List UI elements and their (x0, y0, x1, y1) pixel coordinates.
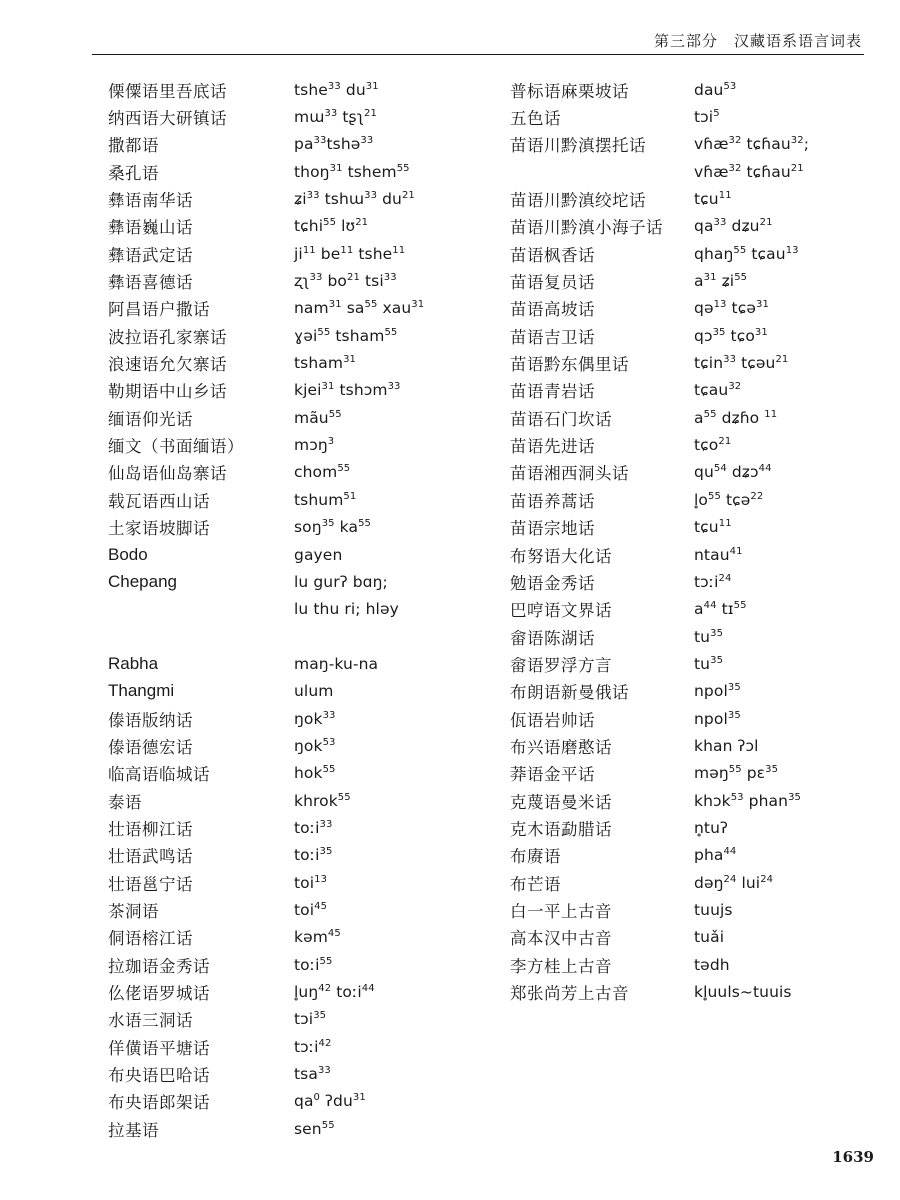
word-form: toːi$^{35}$ (294, 846, 333, 865)
entry-row (510, 240, 809, 267)
entry-row (108, 1033, 424, 1060)
word-form: ʑi$^{33}$ tshɯ$^{33}$ $du^{21}$ (294, 190, 415, 209)
word-form: ulum (294, 682, 334, 701)
entry-row (108, 185, 424, 212)
word-form: tɔːi$^{24}$ (694, 572, 732, 591)
word-form: tɕu$^{11}$ (694, 518, 732, 537)
entry-row (510, 568, 809, 595)
language-name: 桑孔语 (108, 163, 159, 183)
language-name: 壮语武鸣话 (108, 847, 193, 867)
entry-row (510, 541, 809, 568)
entry-row (510, 650, 809, 677)
word-form: chom$^{55}$ (294, 463, 351, 482)
language-name: 勉语金秀话 (510, 573, 595, 593)
language-name: 苗语川黔滇小海子话 (510, 218, 663, 238)
entry-row (510, 787, 809, 814)
language-name: 郑张尚芳上古音 (510, 984, 629, 1004)
entry-row (108, 732, 424, 759)
word-form: npol$^{35}$ (694, 709, 741, 728)
word-form: lu thu ri; hləy (294, 600, 399, 619)
entry-row (510, 814, 809, 841)
language-name: 布赓语 (510, 847, 561, 867)
entry-row (108, 103, 424, 130)
language-name: 李方桂上古音 (510, 956, 612, 976)
language-name: 莽语金平话 (510, 765, 595, 785)
language-name: 布兴语磨憨话 (510, 737, 612, 757)
entry-row (510, 760, 809, 787)
word-form: qə$^{13}$ tɕə$^{31}$ (694, 299, 769, 318)
language-name: 撒都语 (108, 136, 159, 156)
word-form: tɕu$^{11}$ (694, 190, 732, 209)
entry-row (108, 459, 424, 486)
language-name: 苗语川黔滇绞坨话 (510, 191, 646, 211)
language-name: 克木语勐腊话 (510, 819, 612, 839)
word-form: toi$^{45}$ (294, 900, 328, 919)
entry-row (510, 158, 809, 185)
entry-row (510, 431, 809, 458)
word-form: khrok$^{55}$ (294, 791, 351, 810)
entry-row (108, 568, 424, 595)
word-form: khɔk$^{53}$ phan$^{35}$ (694, 791, 801, 810)
entry-row (108, 295, 424, 322)
word-form: maŋ-ku-na (294, 654, 379, 673)
language-name: 布央语郎架话 (108, 1093, 210, 1113)
language-name: 苗语复员话 (510, 273, 595, 293)
word-form: mɯ$^{33}$ tʂʅ$^{21}$ (294, 108, 377, 127)
entry-row (108, 650, 424, 677)
entry-row (108, 869, 424, 896)
word-form: tɔi$^5$ (694, 108, 720, 127)
entry-row (108, 1006, 424, 1033)
entry-row (510, 978, 809, 1005)
entry-row (510, 213, 809, 240)
word-form: lu gurʔ bɑŋ; (294, 572, 388, 591)
word-form: $a^{31}$ ʑi$^{55}$ (694, 272, 748, 291)
entry-row (510, 349, 809, 376)
word-form: dəŋ$^{24}$ lui$^{24}$ (694, 873, 774, 892)
word-form: ŋok$^{53}$ (294, 736, 336, 755)
language-name: 缅文（书面缅语） (108, 437, 244, 457)
entry-row (108, 131, 424, 158)
word-form: vɦæ$^{32}$ tɕɦau$^{32}$; (694, 135, 810, 154)
language-name: 阿昌语户撒话 (108, 300, 210, 320)
word-form: $qa^{33}$ dʑu$^{21}$ (694, 217, 773, 236)
language-name: 五色话 (510, 109, 561, 129)
word-form: tshum$^{51}$ (294, 490, 357, 509)
language-name: 浪速语允欠寨话 (108, 355, 227, 375)
entry-row (108, 486, 424, 513)
word-form: pha$^{44}$ (694, 846, 737, 865)
word-form: soŋ$^{35}$ $ka^{55}$ (294, 518, 371, 537)
word-form: nam$^{31}$ $sa^{55}$ xau$^{31}$ (294, 299, 425, 318)
entry-row (510, 623, 809, 650)
entry-row (510, 377, 809, 404)
entry-row (510, 514, 809, 541)
entry-row (108, 1088, 424, 1115)
word-form: thoŋ$^{31}$ tshem$^{55}$ (294, 162, 410, 181)
entry-row (510, 486, 809, 513)
page-number: 1639 (832, 1148, 874, 1166)
word-form: tuujs (694, 900, 733, 919)
language-name: 苗语湘西洞头话 (510, 464, 629, 484)
entry-row (108, 842, 424, 869)
language-name: 白一平上古音 (510, 901, 612, 921)
word-form: toːi$^{55}$ (294, 955, 333, 974)
entry-row (108, 514, 424, 541)
word-form: tɔi$^{35}$ (294, 1010, 327, 1029)
language-name: 缅语仰光话 (108, 409, 193, 429)
entry-row (108, 787, 424, 814)
entry-row (108, 158, 424, 185)
language-name: 布芒语 (510, 874, 561, 894)
language-name: 拉珈语金秀话 (108, 956, 210, 976)
language-name: 克蔑语曼米话 (510, 792, 612, 812)
language-name: 苗语黔东偶里话 (510, 355, 629, 375)
entry-row (510, 596, 809, 623)
word-form: $l̥o^{55}$ tɕə$^{22}$ (694, 490, 764, 509)
header-rule (92, 54, 864, 55)
entry-row (108, 951, 424, 978)
entry-row (108, 349, 424, 376)
language-name: 普标语麻栗坡话 (510, 81, 629, 101)
entry-row (510, 459, 809, 486)
language-name: 水语三洞话 (108, 1011, 193, 1031)
word-form: mɔŋ$^3$ (294, 436, 335, 455)
word-form: $a^{55}$ dʑɦo $^{11}$ (694, 408, 778, 427)
entry-row (510, 404, 809, 431)
language-name: 临高语临城话 (108, 765, 210, 785)
word-form: tsa$^{33}$ (294, 1065, 331, 1084)
language-name: 纳西语大研镇话 (108, 109, 227, 129)
language-name: 仙岛语仙岛寨话 (108, 464, 227, 484)
word-form: məŋ$^{55}$ pɛ$^{35}$ (694, 764, 779, 783)
language-name: 苗语先进话 (510, 437, 595, 457)
entry-row (510, 103, 809, 130)
word-form: tɕhi$^{55}$ lʊ$^{21}$ (294, 217, 369, 236)
entry-row (108, 267, 424, 294)
entry-row (510, 322, 809, 349)
word-form: tədh (694, 955, 730, 974)
language-name: 勒期语中山乡话 (108, 382, 227, 402)
language-name: 拉基语 (108, 1120, 159, 1140)
language-name: 布努语大化话 (510, 546, 612, 566)
entry-row (108, 760, 424, 787)
language-name: 苗语青岩话 (510, 382, 595, 402)
language-name: 苗语石门坎话 (510, 409, 612, 429)
language-name: 土家语坡脚话 (108, 519, 210, 539)
language-name: 波拉语孔家寨话 (108, 327, 227, 347)
word-form: $ji^{11}$ $be^{11}$ tshe$^{11}$ (294, 244, 406, 263)
word-form: mãu$^{55}$ (294, 408, 342, 427)
left-column (108, 76, 424, 1142)
language-name: 彝语巍山话 (108, 218, 193, 238)
language-name: 彝语武定话 (108, 245, 193, 265)
word-form: sen$^{55}$ (294, 1119, 335, 1138)
language-name: 载瓦语西山话 (108, 491, 210, 511)
word-form: kəm$^{45}$ (294, 928, 341, 947)
word-form: $l̥uŋ^{42}$ toːi$^{44}$ (294, 983, 375, 1002)
language-name: 布央语巴哈话 (108, 1066, 210, 1086)
language-name: 傈僳语里吾底话 (108, 81, 227, 101)
language-name: 侗语榕江话 (108, 929, 193, 949)
entry-row (510, 869, 809, 896)
word-form: ntau$^{41}$ (694, 545, 743, 564)
language-name: Bodo (108, 544, 148, 564)
word-form: $a^{44}$ tɪ$^{55}$ (694, 600, 747, 619)
entry-row (108, 240, 424, 267)
word-form: tɔːi$^{42}$ (294, 1037, 332, 1056)
language-name: 苗语吉卫话 (510, 327, 595, 347)
word-form: $qu^{54}$ dʑɔ$^{44}$ (694, 463, 772, 482)
word-form: $tu^{35}$ (694, 627, 724, 646)
language-name: 巴哼语文界话 (510, 601, 612, 621)
word-form: tɕo$^{21}$ (694, 436, 732, 455)
entry-row (510, 705, 809, 732)
entry-row (108, 431, 424, 458)
word-form: tshe$^{33}$ $du^{31}$ (294, 80, 379, 99)
entry-row (510, 76, 809, 103)
entry-row (510, 678, 809, 705)
entry-row (108, 76, 424, 103)
entry-row (108, 896, 424, 923)
word-form: $pa^{33}tshə^{33}$ (294, 135, 374, 154)
language-name: 苗语宗地话 (510, 519, 595, 539)
word-form: toi$^{13}$ (294, 873, 328, 892)
language-name: 苗语高坡话 (510, 300, 595, 320)
language-name: Thangmi (108, 681, 175, 701)
entry-row (108, 322, 424, 349)
language-name: 壮语邕宁话 (108, 874, 193, 894)
word-form: kjei$^{31}$ tshɔm$^{33}$ (294, 381, 401, 400)
word-form: qɔ$^{35}$ tɕo$^{31}$ (694, 326, 768, 345)
language-name: 泰语 (108, 792, 142, 812)
entry-row (510, 842, 809, 869)
language-name: 苗语枫香话 (510, 245, 595, 265)
word-form: tɕau$^{32}$ (694, 381, 742, 400)
language-name: 畲语罗浮方言 (510, 655, 612, 675)
language-name: 布朗语新曼俄话 (510, 683, 629, 703)
entry-row (108, 377, 424, 404)
language-name: Rabha (108, 653, 159, 673)
entry-row (108, 978, 424, 1005)
entry-row (108, 1115, 424, 1142)
language-name: 彝语南华话 (108, 191, 193, 211)
entry-row (510, 951, 809, 978)
entry-row (108, 1060, 424, 1087)
entry-row (108, 705, 424, 732)
entry-row (510, 131, 809, 158)
entry-row (108, 678, 424, 705)
entry-row (108, 541, 424, 568)
word-form: tuǎi (694, 928, 725, 947)
entry-row (108, 814, 424, 841)
word-form: toːi$^{33}$ (294, 818, 333, 837)
word-form: npol$^{35}$ (694, 682, 741, 701)
language-name: 高本汉中古音 (510, 929, 612, 949)
running-header: 第三部分 汉藏语系语言词表 (653, 32, 862, 50)
word-form: tɕin$^{33}$ tɕəu$^{21}$ (694, 354, 789, 373)
language-name: 佯僙语平塘话 (108, 1038, 210, 1058)
entry-row (108, 404, 424, 431)
entry-row (510, 295, 809, 322)
word-form: n̥tuʔ (694, 818, 729, 837)
word-form: khan ʔɔl (694, 736, 759, 755)
word-form: qhaŋ$^{55}$ tɕau$^{13}$ (694, 244, 799, 263)
word-form: hok$^{55}$ (294, 764, 336, 783)
language-name: 壮语柳江话 (108, 819, 193, 839)
right-column (510, 76, 809, 1006)
language-name: 彝语喜德话 (108, 273, 193, 293)
entry-row (108, 213, 424, 240)
word-form: ŋok$^{33}$ (294, 709, 336, 728)
entry-row (108, 924, 424, 951)
language-name: 仫佬语罗城话 (108, 984, 210, 1004)
word-form: ɣəi$^{55}$ tsham$^{55}$ (294, 326, 398, 345)
entry-row (510, 185, 809, 212)
word-form: vɦæ$^{32}$ tɕɦau$^{21}$ (694, 162, 804, 181)
language-name: 傣语版纳话 (108, 710, 193, 730)
language-name: 佤语岩帅话 (510, 710, 595, 730)
entry-row (510, 896, 809, 923)
word-form: $tu^{35}$ (694, 654, 724, 673)
entry-row (510, 924, 809, 951)
language-name: 苗语养蒿话 (510, 491, 595, 511)
word-form: tsham$^{31}$ (294, 354, 357, 373)
word-form: kl̥uuls~tuuis (694, 983, 792, 1002)
language-name: 茶洞语 (108, 901, 159, 921)
language-name: Chepang (108, 571, 178, 591)
word-form: $qa^0$ ʔdu$^{31}$ (294, 1092, 366, 1111)
entry-row (510, 267, 809, 294)
word-form: gayen (294, 545, 343, 564)
language-name: 傣语德宏话 (108, 737, 193, 757)
word-form: dau$^{53}$ (694, 80, 737, 99)
entry-row (510, 732, 809, 759)
entry-row (108, 596, 424, 623)
language-name: 苗语川黔滇摆托话 (510, 136, 646, 156)
word-form: ʐʅ$^{33}$ $bo^{21}$ tsi$^{33}$ (294, 272, 397, 291)
entry-row (108, 623, 424, 650)
language-name: 畲语陈湖话 (510, 628, 595, 648)
